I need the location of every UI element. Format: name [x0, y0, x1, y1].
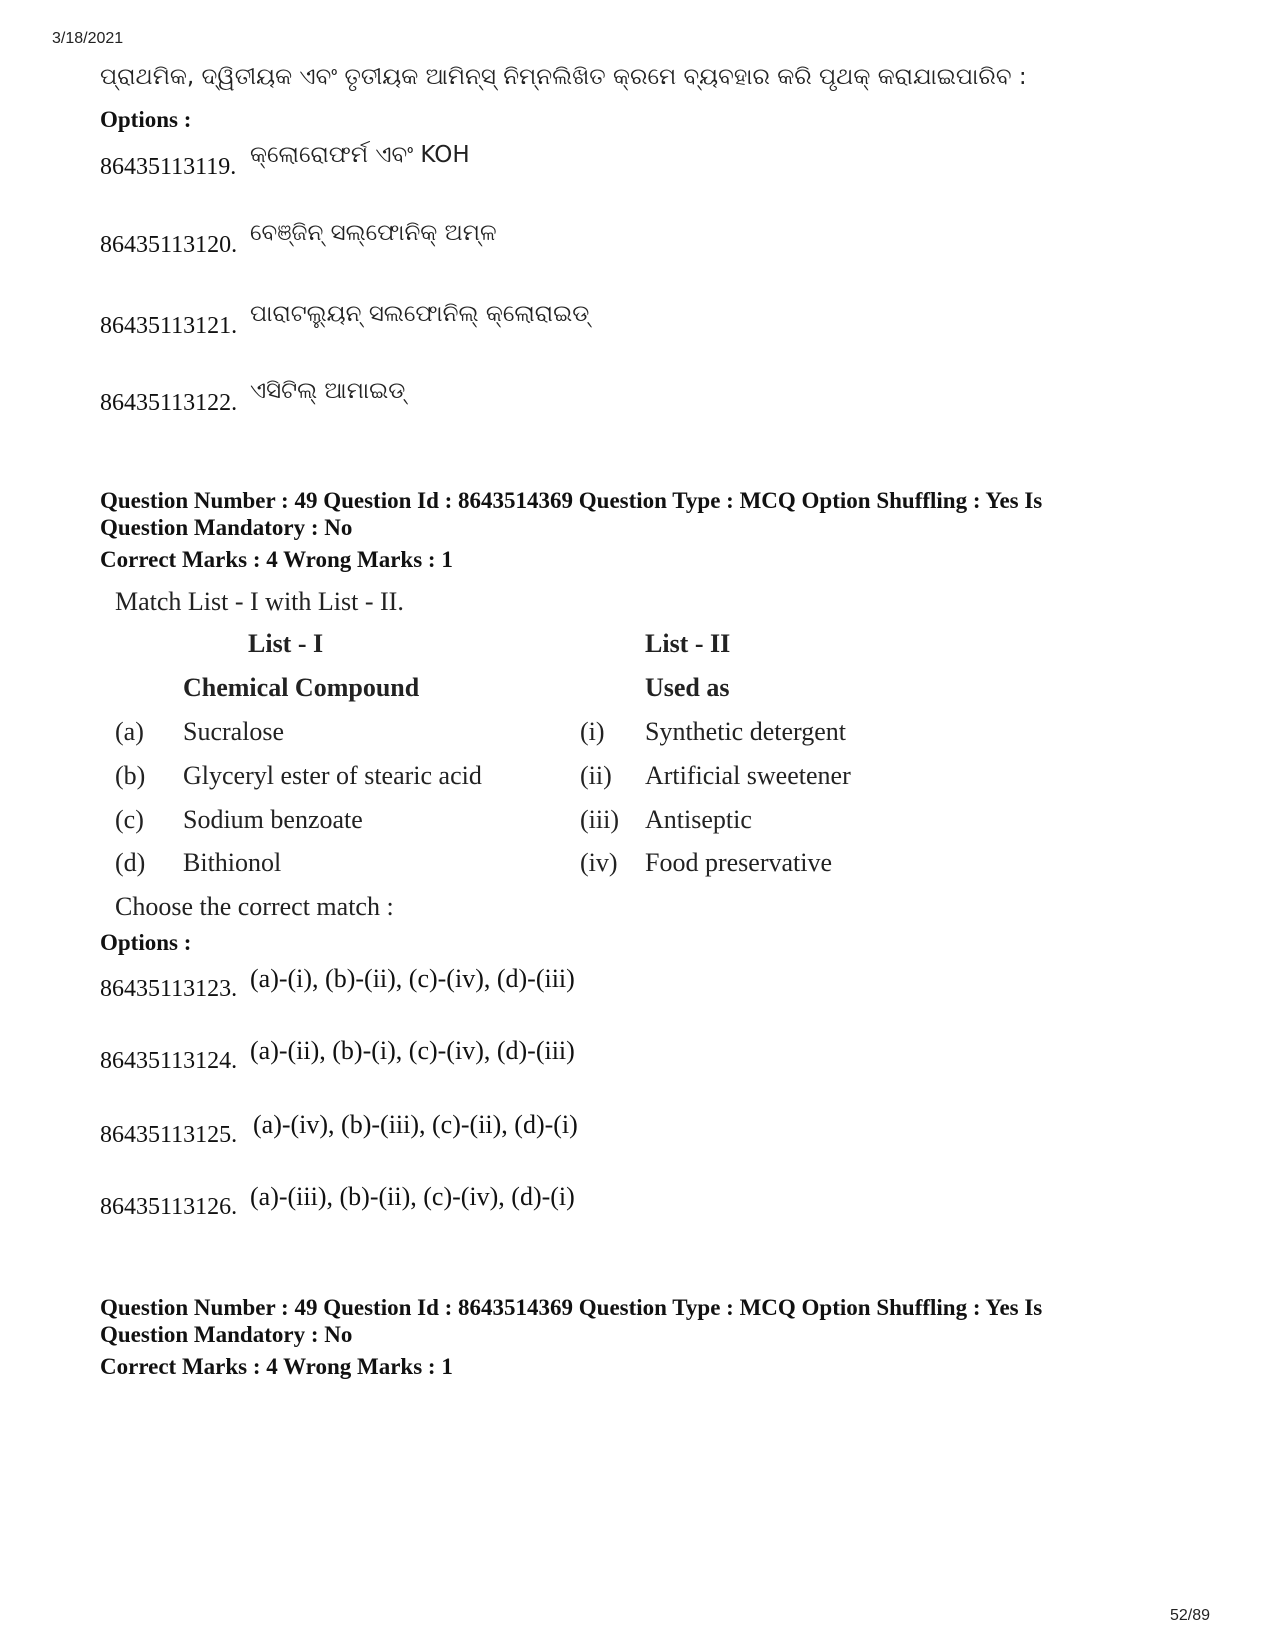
list-1-label: (d): [115, 848, 146, 877]
list-2-item: Artificial sweetener: [645, 761, 851, 790]
list-1-subheading: Chemical Compound: [183, 673, 420, 702]
question-marks: Correct Marks : 4 Wrong Marks : 1: [100, 1354, 453, 1379]
option-id: 86435113124.: [100, 1048, 238, 1074]
list-2-item: Synthetic detergent: [645, 717, 846, 746]
option-id: 86435113122.: [100, 390, 238, 416]
option-id: 86435113123.: [100, 976, 238, 1002]
question-meta: Question Number : 49 Question Id : 8643514369 Question Type : MCQ Option Shuffling : Yes Is: [100, 488, 1043, 513]
option-text: ବେଞ୍ଜିନ୍ ସଲ୍‌ଫୋନିକ୍ ଅମ୍ଳ: [250, 220, 497, 246]
list-1-label: (c): [115, 805, 144, 834]
option-text: (a)-(iii), (b)-(ii), (c)-(iv), (d)-(i): [250, 1182, 575, 1211]
list-2-heading: List - II: [645, 629, 731, 658]
print-date: 3/18/2021: [52, 30, 124, 47]
question-meta-mandatory: Question Mandatory : No: [100, 1322, 353, 1347]
option-id: 86435113119.: [100, 154, 237, 180]
options-label: Options :: [100, 107, 192, 132]
list-1-item: Glyceryl ester of stearic acid: [183, 761, 482, 790]
option-text: ପାରାଟଲ୍ୟୁନ୍ ସଲଫୋନିଲ୍ କ୍ଲୋରାଇଡ୍: [250, 301, 590, 327]
option-text: (a)-(ii), (b)-(i), (c)-(iv), (d)-(iii): [250, 1036, 575, 1065]
question-stem-odia: ପ୍ରାଥମିକ, ଦ୍ୱିତୀୟକ ଏବଂ ତୃତୀୟକ ଆମିନ୍ସ୍ ନିମ୍ନଲିଖିତ କ୍ରମେ ବ୍ୟବହାର କରି ପୃଥକ୍ କରାଯାଇପାରିବ :: [100, 64, 1027, 90]
choose-instruction: Choose the correct match :: [115, 892, 394, 921]
option-id: 86435113126.: [100, 1194, 238, 1220]
page-number: 52/89: [1170, 1607, 1211, 1624]
option-text: (a)-(i), (b)-(ii), (c)-(iv), (d)-(iii): [250, 964, 575, 993]
option-text: ଏସିଟିଲ୍ ଆମାଇଡ୍: [250, 378, 406, 404]
list-1-item: Sodium benzoate: [183, 805, 363, 834]
list-1-item: Sucralose: [183, 717, 285, 746]
question-meta-mandatory: Question Mandatory : No: [100, 515, 353, 540]
options-label: Options :: [100, 930, 192, 955]
list-1-item: Bithionol: [183, 848, 282, 877]
option-text: (a)-(iv), (b)-(iii), (c)-(ii), (d)-(i): [253, 1110, 578, 1139]
list-1-label: (b): [115, 761, 146, 790]
list-2-item: Food preservative: [645, 848, 833, 877]
option-id: 86435113120.: [100, 232, 238, 258]
list-1-label: (a): [115, 717, 144, 746]
option-id: 86435113125.: [100, 1122, 238, 1148]
question-instruction: Match List - I with List - II.: [115, 587, 404, 616]
list-2-item: Antiseptic: [645, 805, 752, 834]
list-2-label: (iii): [580, 805, 619, 834]
list-1-heading: List - I: [248, 629, 324, 658]
list-2-label: (ii): [580, 761, 612, 790]
list-2-label: (i): [580, 717, 605, 746]
list-2-subheading: Used as: [645, 673, 730, 702]
question-marks: Correct Marks : 4 Wrong Marks : 1: [100, 547, 453, 572]
list-2-label: (iv): [580, 848, 618, 877]
question-meta: Question Number : 49 Question Id : 8643514369 Question Type : MCQ Option Shuffling : Yes Is: [100, 1295, 1043, 1320]
option-text: କ୍ଲୋରୋଫର୍ମ ଏବଂ KOH: [250, 142, 470, 168]
option-id: 86435113121.: [100, 313, 238, 339]
